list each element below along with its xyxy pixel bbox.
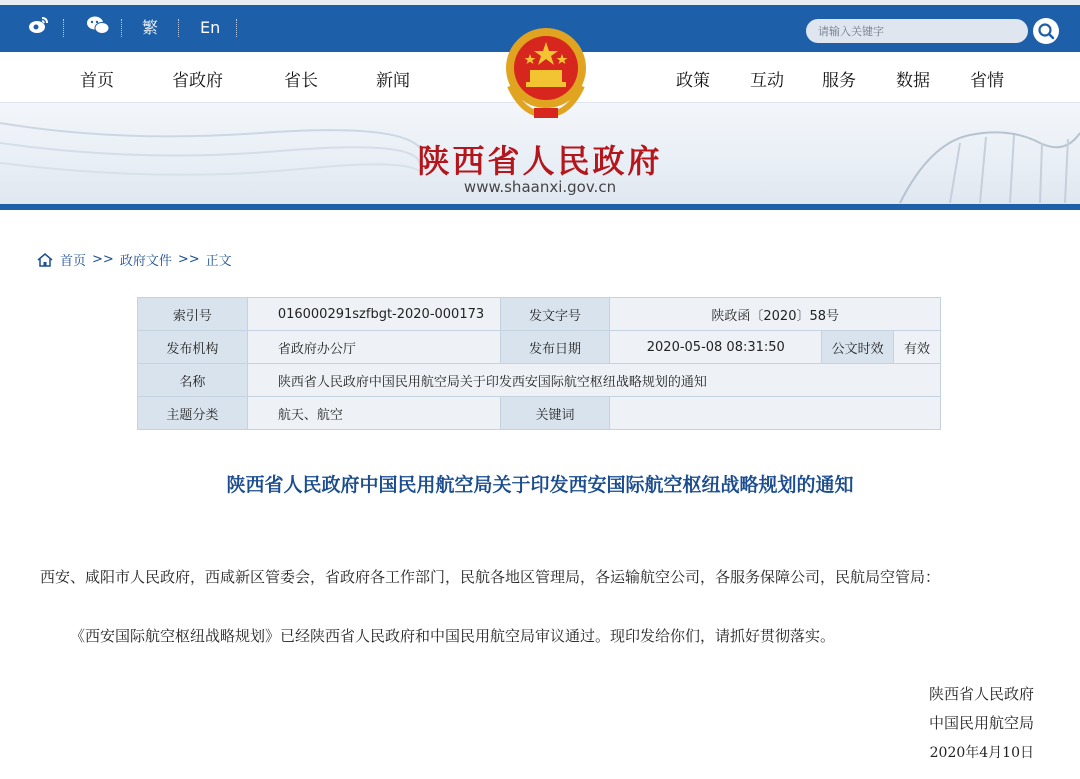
site-title[interactable]: 陕西省人民政府	[417, 142, 663, 180]
breadcrumb-government-documents[interactable]: 政府文件	[119, 254, 172, 269]
document-body: 《西安国际航空枢纽战略规划》已经陕西省人民政府和中国民用航空局审议通过。现印发给你们，请抓好贯彻落实。	[70, 627, 836, 645]
banner-divider	[0, 204, 1080, 210]
docno-label: 发文字号	[500, 298, 610, 331]
search-button[interactable]	[1033, 18, 1059, 44]
validity-label: 公文时效	[822, 331, 894, 364]
nav-province-info[interactable]: 省情	[970, 71, 1004, 91]
table-row	[138, 397, 941, 430]
wechat-icon[interactable]	[86, 15, 110, 41]
breadcrumb-separator: >>	[177, 252, 200, 267]
toolbar-divider	[121, 19, 122, 37]
table-row	[138, 331, 941, 364]
toolbar-divider	[236, 19, 237, 37]
breadcrumb-separator: >>	[92, 252, 114, 267]
weibo-icon[interactable]	[28, 15, 50, 41]
issuer-value: 省政府办公厅	[247, 331, 500, 364]
nav-services[interactable]: 服务	[822, 71, 856, 91]
national-emblem-icon[interactable]	[500, 24, 592, 120]
breadcrumb-current[interactable]: 正文	[205, 254, 232, 269]
site-url: www.shaanxi.gov.cn	[463, 178, 617, 196]
search-box	[806, 19, 1028, 43]
docno-value: 陕政函〔2020〕58号	[610, 298, 941, 331]
keywords-value	[610, 397, 941, 430]
topic-value: 航天、航空	[247, 397, 500, 430]
index-value: 016000291szfbgt-2020-000173	[247, 298, 500, 331]
toolbar-divider	[178, 19, 179, 37]
index-label: 索引号	[138, 298, 248, 331]
toolbar-divider	[63, 19, 64, 37]
nav-data[interactable]: 数据	[896, 71, 930, 91]
nav-governor[interactable]: 省长	[284, 71, 318, 91]
signature-issuer-1: 陕西省人民政府	[928, 685, 1034, 703]
search-icon	[1033, 18, 1059, 44]
breadcrumb	[36, 250, 232, 269]
nav-interaction[interactable]: 互动	[750, 71, 784, 91]
issuer-label: 发布机构	[138, 331, 248, 364]
name-value: 陕西省人民政府中国民用航空局关于印发西安国际航空枢纽战略规划的通知	[247, 364, 940, 397]
validity-value: 有效	[894, 331, 941, 364]
date-value: 2020-05-08 08:31:50	[610, 331, 822, 364]
nav-provincial-government[interactable]: 省政府	[172, 71, 223, 91]
nav-policy[interactable]: 政策	[676, 71, 710, 91]
table-row	[138, 364, 941, 397]
name-label: 名称	[138, 364, 248, 397]
document-metadata-table	[137, 297, 941, 430]
traditional-chinese-link[interactable]: 繁	[142, 18, 159, 37]
home-icon[interactable]	[36, 252, 54, 268]
nav-home[interactable]: 首页	[80, 71, 114, 91]
english-link[interactable]: En	[200, 18, 221, 37]
topic-label: 主题分类	[138, 397, 248, 430]
breadcrumb-home[interactable]: 首页	[60, 254, 87, 269]
date-label: 发布日期	[500, 331, 610, 364]
keywords-label: 关键词	[500, 397, 610, 430]
signature-issuer-2: 中国民用航空局	[928, 714, 1034, 732]
nav-news[interactable]: 新闻	[376, 71, 410, 91]
signature-date: 2020年4月10日	[929, 745, 1034, 761]
document-title: 陕西省人民政府中国民用航空局关于印发西安国际航空枢纽战略规划的通知	[226, 474, 854, 496]
document-recipients: 西安、咸阳市人民政府，西咸新区管委会，省政府各工作部门，民航各地区管理局，各运输航空公司，各服务保障公司，民航局空管局：	[40, 568, 941, 586]
search-input[interactable]	[806, 19, 1006, 43]
table-row	[138, 298, 941, 331]
